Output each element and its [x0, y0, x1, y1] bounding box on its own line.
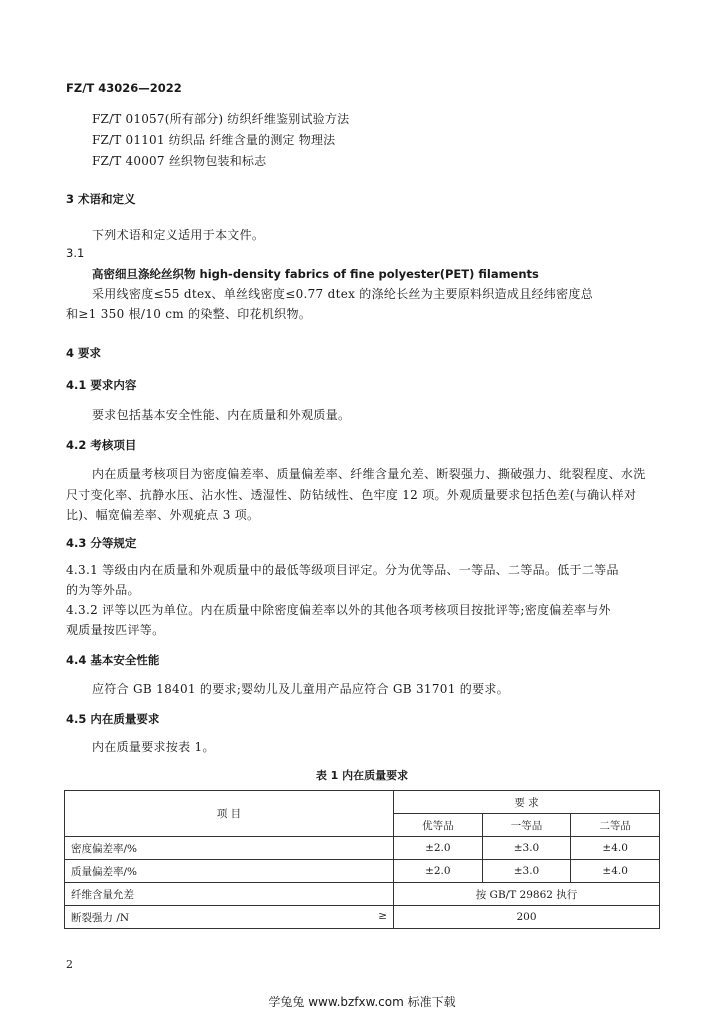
table-row	[65, 906, 660, 929]
requirements-table	[64, 790, 660, 929]
row-value: ±3.0	[482, 837, 571, 860]
row-symbol: ≥	[378, 909, 387, 922]
section-3-title: 3 术语和定义	[66, 192, 136, 206]
section-4-5-title: 4.5 内在质量要求	[66, 712, 160, 726]
row-value: ±4.0	[571, 860, 660, 883]
table-header-item: 项 目	[65, 791, 394, 837]
grade-header: 优等品	[394, 814, 483, 837]
grade-header: 一等品	[482, 814, 571, 837]
grade-header: 二等品	[571, 814, 660, 837]
section-4-3-1-cont: 的为等外品。	[66, 583, 140, 597]
row-value: ±2.0	[394, 860, 483, 883]
section-4-3-1: 4.3.1 等级由内在质量和外观质量中的最低等级项目评定。分为优等品、一等品、二等品。低于二等品	[66, 563, 619, 577]
row-value: 按 GB/T 29862 执行	[394, 883, 660, 906]
term-number: 3.1	[66, 246, 85, 260]
ref-item: FZ/T 01101 纺织品 纤维含量的测定 物理法	[92, 133, 336, 147]
ref-item: FZ/T 01057(所有部分) 纺织纤维鉴别试验方法	[92, 112, 350, 126]
section-4-3-2: 4.3.2 评等以匹为单位。内在质量中除密度偏差率以外的其他各项考核项目按批评等;密度偏差率与外	[66, 603, 611, 617]
section-4-title: 4 要求	[66, 346, 102, 360]
row-item: 密度偏差率/%	[65, 837, 394, 860]
section-4-3-2-cont: 观质量按匹评等。	[66, 623, 165, 637]
section-4-1-title: 4.1 要求内容	[66, 378, 137, 392]
table-header-requirement: 要 求	[394, 791, 660, 814]
section-3-intro: 下列术语和定义适用于本文件。	[92, 228, 265, 242]
row-value: ±3.0	[482, 860, 571, 883]
section-4-2-text: 尺寸变化率、抗静水压、沾水性、透湿性、防钻绒性、色牢度 12 项。外观质量要求包括色差(与确认样对	[66, 488, 637, 502]
row-value: 200	[394, 906, 660, 929]
term-title: 高密细旦涤纶丝织物 high-density fabrics of fine polyester(PET) filaments	[92, 267, 539, 281]
section-4-2-text: 内在质量考核项目为密度偏差率、质量偏差率、纤维含量允差、断裂强力、撕破强力、纰裂程度、水洗	[92, 467, 646, 481]
section-4-2-text: 比)、幅宽偏差率、外观疵点 3 项。	[66, 508, 260, 522]
term-definition: 采用线密度≤55 dtex、单丝线密度≤0.77 dtex 的涤纶长丝为主要原料织造成且经纬密度总	[92, 287, 593, 301]
term-definition-cont: 和≥1 350 根/10 cm 的染整、印花机织物。	[66, 307, 312, 321]
row-item: 质量偏差率/%	[65, 860, 394, 883]
section-4-5-text: 内在质量要求按表 1。	[92, 740, 215, 754]
section-4-4-text: 应符合 GB 18401 的要求;婴幼儿及儿童用产品应符合 GB 31701 的要求。	[92, 682, 509, 696]
row-item: 纤维含量允差	[65, 883, 394, 906]
row-value: ±4.0	[571, 837, 660, 860]
table-caption: 表 1 内在质量要求	[315, 769, 409, 782]
row-value: ±2.0	[394, 837, 483, 860]
doc-header: FZ/T 43026—2022	[66, 81, 182, 95]
section-4-2-title: 4.2 考核项目	[66, 438, 137, 452]
section-4-1-text: 要求包括基本安全性能、内在质量和外观质量。	[92, 408, 351, 422]
table-row	[65, 883, 660, 906]
row-item-cell	[65, 906, 394, 929]
table-row	[65, 860, 660, 883]
page-number: 2	[66, 958, 73, 971]
table-row	[65, 837, 660, 860]
section-4-4-title: 4.4 基本安全性能	[66, 653, 160, 667]
row-item: 断裂强力 /N	[71, 911, 130, 924]
ref-item: FZ/T 40007 丝织物包装和标志	[92, 154, 267, 168]
watermark-footer: 学兔兔 www.bzfxw.com 标准下载	[268, 995, 456, 1009]
section-4-3-title: 4.3 分等规定	[66, 536, 137, 550]
